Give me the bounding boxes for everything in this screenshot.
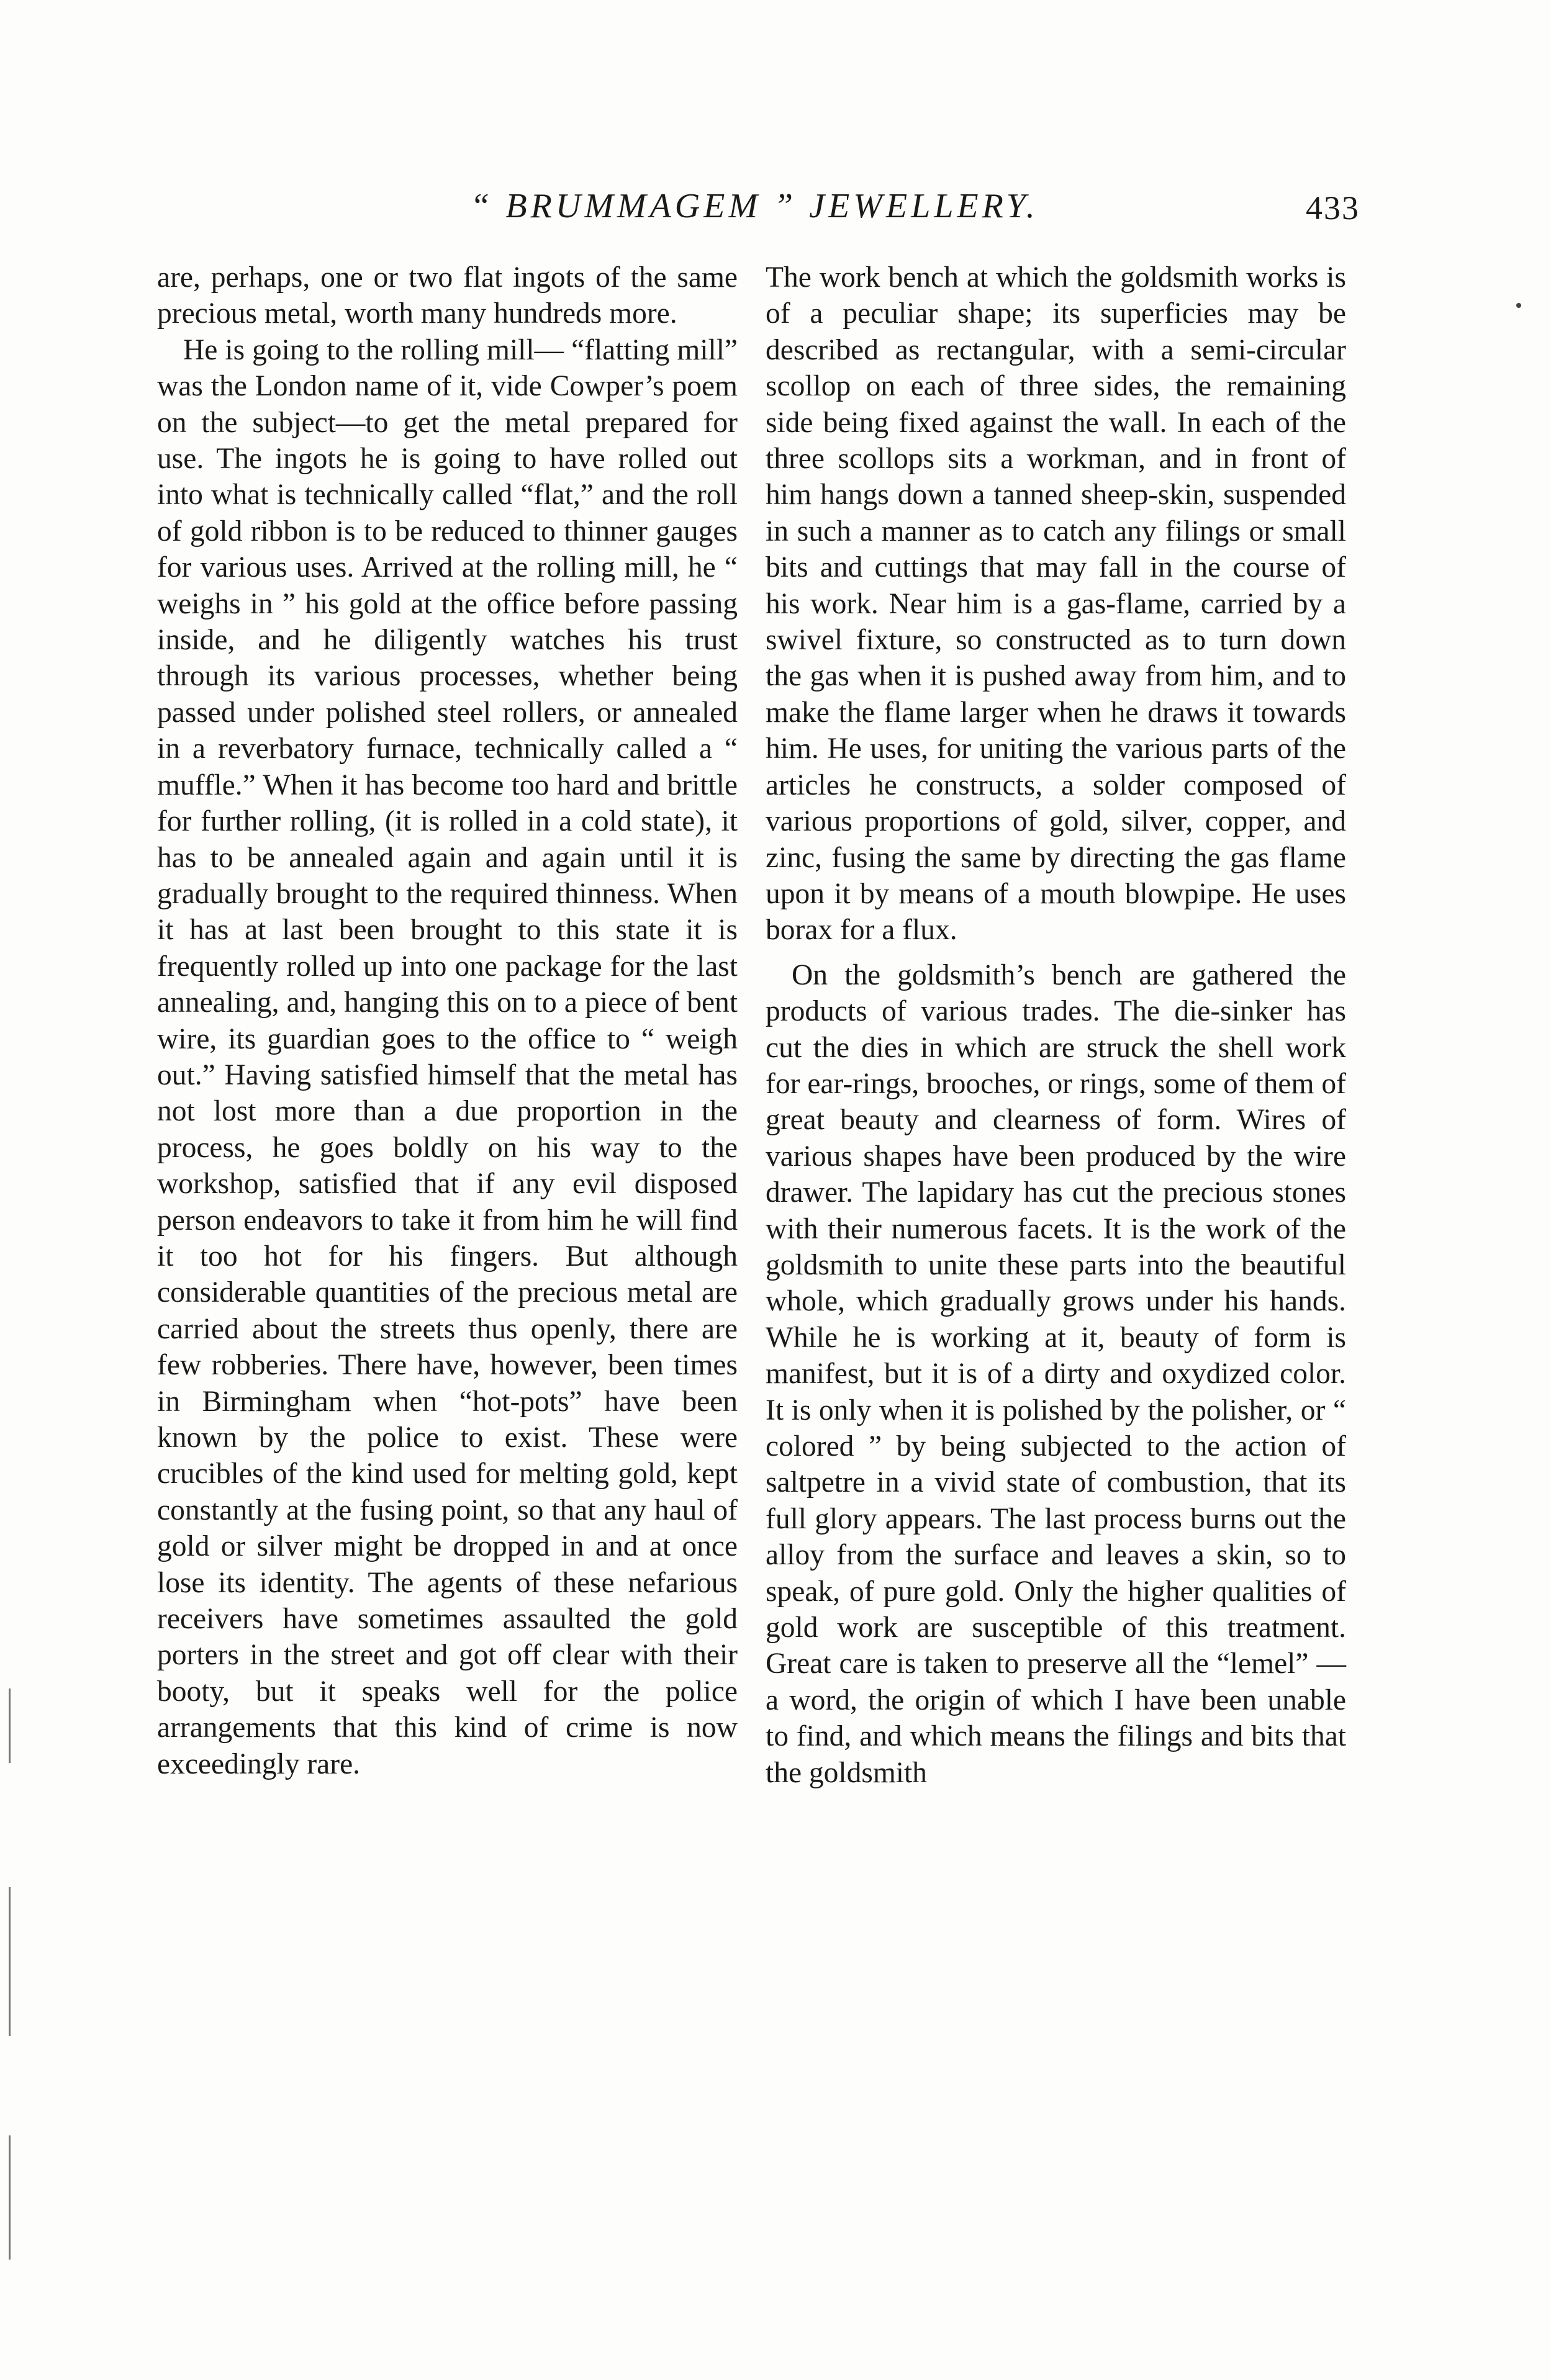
left-paragraph-1: are, perhaps, one or two flat ingots of the same precious metal, worth many hundreds more. [157,261,738,330]
left-paragraph-2: He is going to the rolling mill— “flatting mill” was the London name of it, vide Cowper’s poem on the subject—to get the metal prepared for use. The ingots he is going to have rolled out into what is technically called “flat,” and the roll of gold ribbon is to be reduced to thinner gauges for various uses. Arrived at the rolling mill, he “ weighs in ” his gold at the office before passing inside, and he diligently watches his trust through its various processes, whether being passed under polished steel rollers, or annealed in a reverbatory furnace, technically called a “ muffle.” When it has become too hard and brittle for further rolling, (it is rolled in a cold state), it has to be annealed again and again until it is gradually brought to the required thinness. When it has at last been brought to this state it is frequently rolled up into one package for the last annealing, and, hanging this on to a piece of bent wire, its guardian goes to the office to “ weigh out.” Having satisfied himself that the metal has not lost more than a due proportion in the process, he goes boldly on his way to the workshop, satisfied that if any evil disposed person endeavors to take it from him he will find it too hot for his fingers. But although considerable quantities of the precious metal are carried about the streets thus openly, there are few robberies. There have, however, been times in Birmingham when “hot-pots” have been known by the police to exist. These were crucibles of the kind used for melting gold, kept constantly at the fusing point, so that any haul of gold or silver might be dropped in and at once lose its identity. The agents of these nefarious receivers have sometimes assaulted the gold porters in the street and got off clear with their booty, but it speaks well for the police arrangements that this kind of crime is now exceedingly rare. [157,333,738,1780]
margin-binding-mark [9,1887,11,2036]
left-column [157,259,738,1782]
margin-binding-mark [9,1688,11,1763]
right-column [766,259,1346,1791]
right-paragraph-2: On the goldsmith’s bench are gathered the products of various trades. The die-sinker has cut the dies in which are struck the shell work for ear-rings, brooches, or rings, some of them of great beauty and clearness of form. Wires of various shapes have been produced by the wire drawer. The lapidary has cut the precious stones with their numerous facets. It is the work of the goldsmith to unite these parts into the beautiful whole, which gradually grows under his hands. While he is working at it, beauty of form is manifest, but it is of a dirty and oxydized color. It is only when it is polished by the polisher, or “ colored ” by being subjected to the action of saltpetre in a vivid state of combustion, that its full glory appears. The last process burns out the alloy from the surface and leaves a skin, so to speak, of pure gold. Only the higher qualities of gold work are susceptible of this treatment. Great care is taken to preserve all the “lemel” —a word, the origin of which I have been unable to find, and which means the filings and bits that the goldsmith [766,958,1346,1789]
right-paragraph-1: The work bench at which the goldsmith works is of a peculiar shape; its superficies may be described as rectangular, with a semi-circular scollop on each of three sides, the remaining side being fixed against the wall. In each of the three scollops sits a workman, and in front of him hangs down a tanned sheep-skin, suspended in such a manner as to catch any filings or small bits and cuttings that may fall in the course of his work. Near him is a gas-flame, carried by a swivel fixture, so constructed as to turn down the gas when it is pushed away from him, and to make the flame larger when he draws it towards him. He uses, for uniting the various parts of the articles he constructs, a solder composed of various proportions of gold, silver, copper, and zinc, fusing the same by directing the gas flame upon it by means of a mouth blowpipe. He uses borax for a flux. [766,261,1346,947]
page-number: 433 [1306,189,1360,227]
running-title: “ BRUMMAGEM ” JEWELLERY. [470,187,1039,225]
margin-speck [1516,303,1521,308]
margin-binding-mark [9,2135,11,2260]
running-head [149,186,1360,236]
